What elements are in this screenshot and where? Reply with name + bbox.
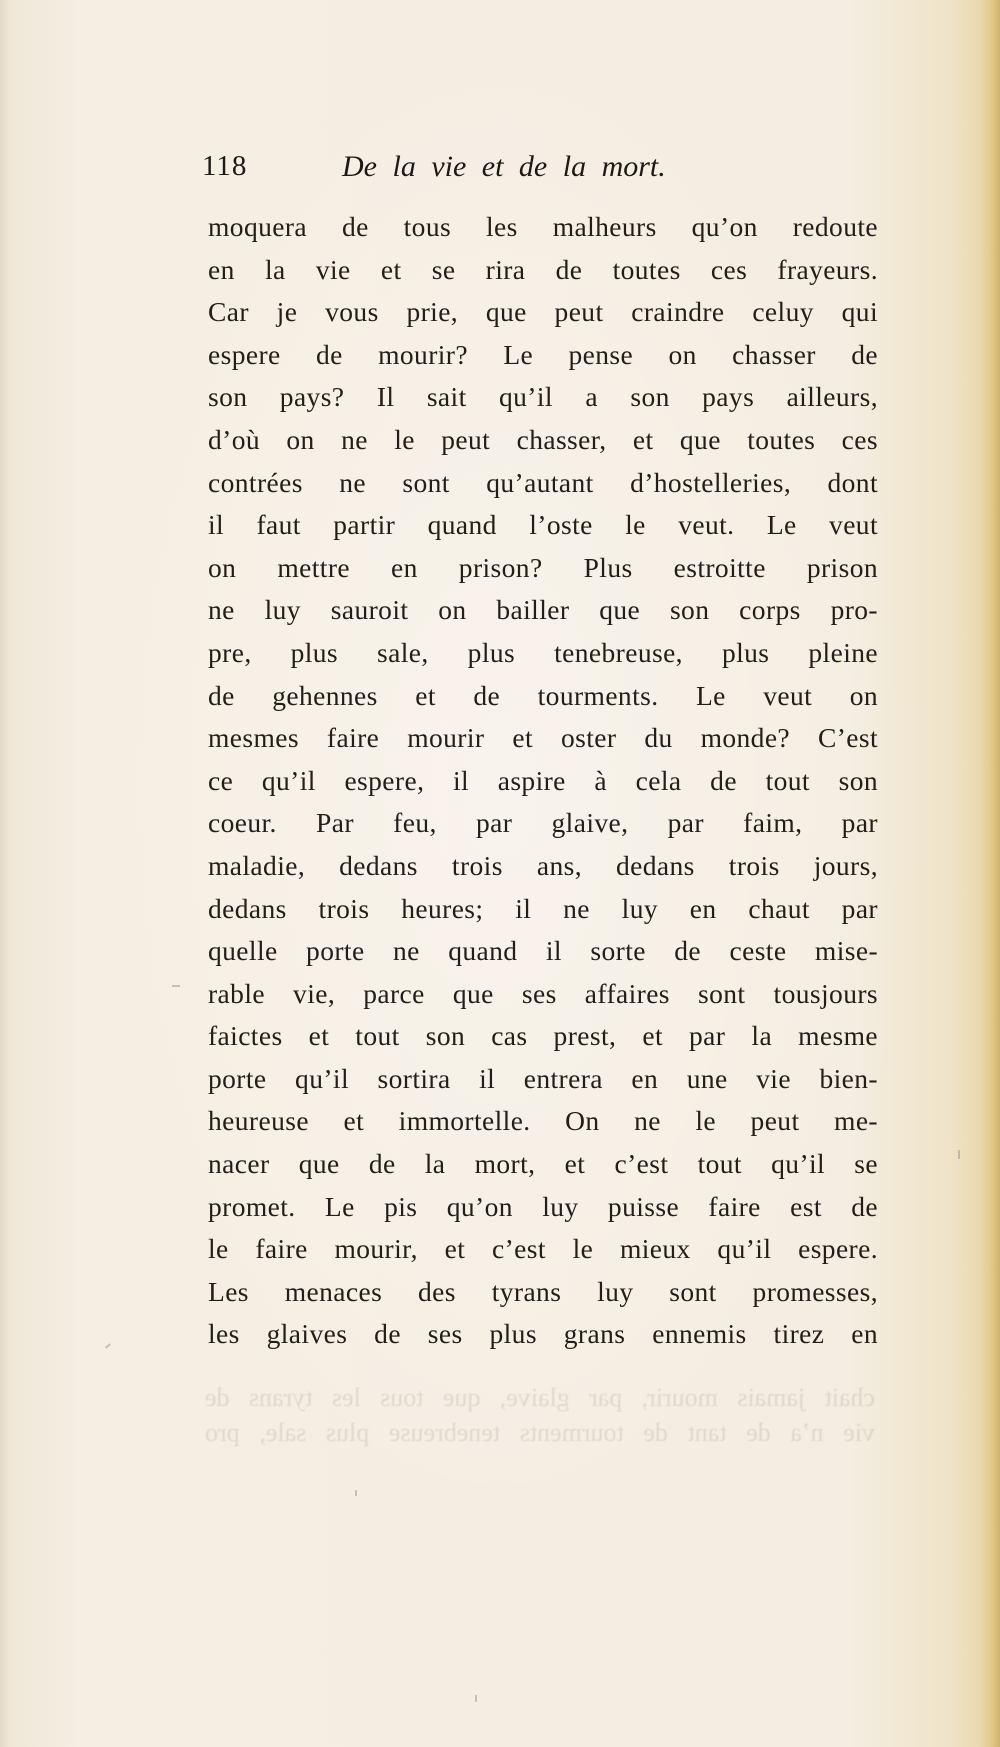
text-line: le faire mourir, et c’est le mieux qu’il espere. [208, 1233, 878, 1265]
page-header [202, 150, 882, 190]
text-line: contrées ne sont qu’autant d’hostelleries, dont [208, 466, 878, 498]
text-line: de gehennes et de tourments. Le veut on [208, 679, 878, 711]
page-gutter-shadow [0, 0, 10, 1747]
text-line: espere de mourir? Le pense on chasser de [208, 338, 878, 370]
text-line: maladie, dedans trois ans, dedans trois jours, [208, 849, 878, 881]
paper-speck [355, 1490, 357, 1496]
text-line: porte qu’il sortira il entrera en une vie bien- [208, 1062, 878, 1094]
paper-speck [105, 1343, 111, 1348]
text-line: Les menaces des tyrans luy sont promesses, [208, 1275, 878, 1307]
text-line: coeur. Par feu, par glaive, par faim, par [208, 807, 878, 839]
text-line: pre, plus sale, plus tenebreuse, plus pleine [208, 636, 878, 668]
text-line: heureuse et immortelle. On ne le peut me- [208, 1105, 878, 1137]
text-line: son pays? Il sait qu’il a son pays ailleurs, [208, 381, 878, 413]
text-line: d’où on ne le peut chasser, et que toutes ces [208, 423, 878, 455]
text-line: quelle porte ne quand il sorte de ceste mise- [208, 935, 878, 967]
paper-speck [172, 985, 180, 987]
show-through-text [205, 1380, 875, 1450]
body-text [208, 206, 878, 1356]
text-line: rable vie, parce que ses affaires sont tousjours [208, 977, 878, 1009]
text-line: moquera de tous les malheurs qu’on redoute [208, 211, 878, 242]
text-line: les glaives de ses plus grans ennemis tirez en [208, 1318, 878, 1350]
paper-speck [475, 1695, 477, 1702]
show-through-line: chait jamais mourir, par glaive, que tous les tyrans de [205, 1383, 875, 1412]
text-line: faictes et tout son cas prest, et par la mesme [208, 1020, 878, 1052]
show-through-line: vie n’a de tant de tourments tenebreuse plus sale, pro [205, 1418, 875, 1447]
text-line: promet. Le pis qu’on luy puisse faire est de [208, 1190, 878, 1222]
paper-speck [958, 1150, 960, 1159]
text-line: ne luy sauroit on bailler que son corps pro- [208, 594, 878, 626]
text-line: en la vie et se rira de toutes ces frayeurs. [208, 253, 878, 285]
page-number: 118 [202, 150, 248, 182]
text-line: Car je vous prie, que peut craindre celuy qui [208, 296, 878, 328]
text-line: mesmes faire mourir et oster du monde? C’est [208, 722, 878, 754]
text-line: ce qu’il espere, il aspire à cela de tout son [208, 764, 878, 796]
page-edge-discoloration [978, 0, 1000, 1747]
text-line: il faut partir quand l’oste le veut. Le veut [208, 509, 878, 541]
text-line: nacer que de la mort, et c’est tout qu’il se [208, 1148, 878, 1180]
text-line: dedans trois heures; il ne luy en chaut par [208, 892, 878, 924]
running-title: De la vie et de la mort. [342, 150, 666, 183]
text-line: on mettre en prison? Plus estroitte prison [208, 551, 878, 583]
